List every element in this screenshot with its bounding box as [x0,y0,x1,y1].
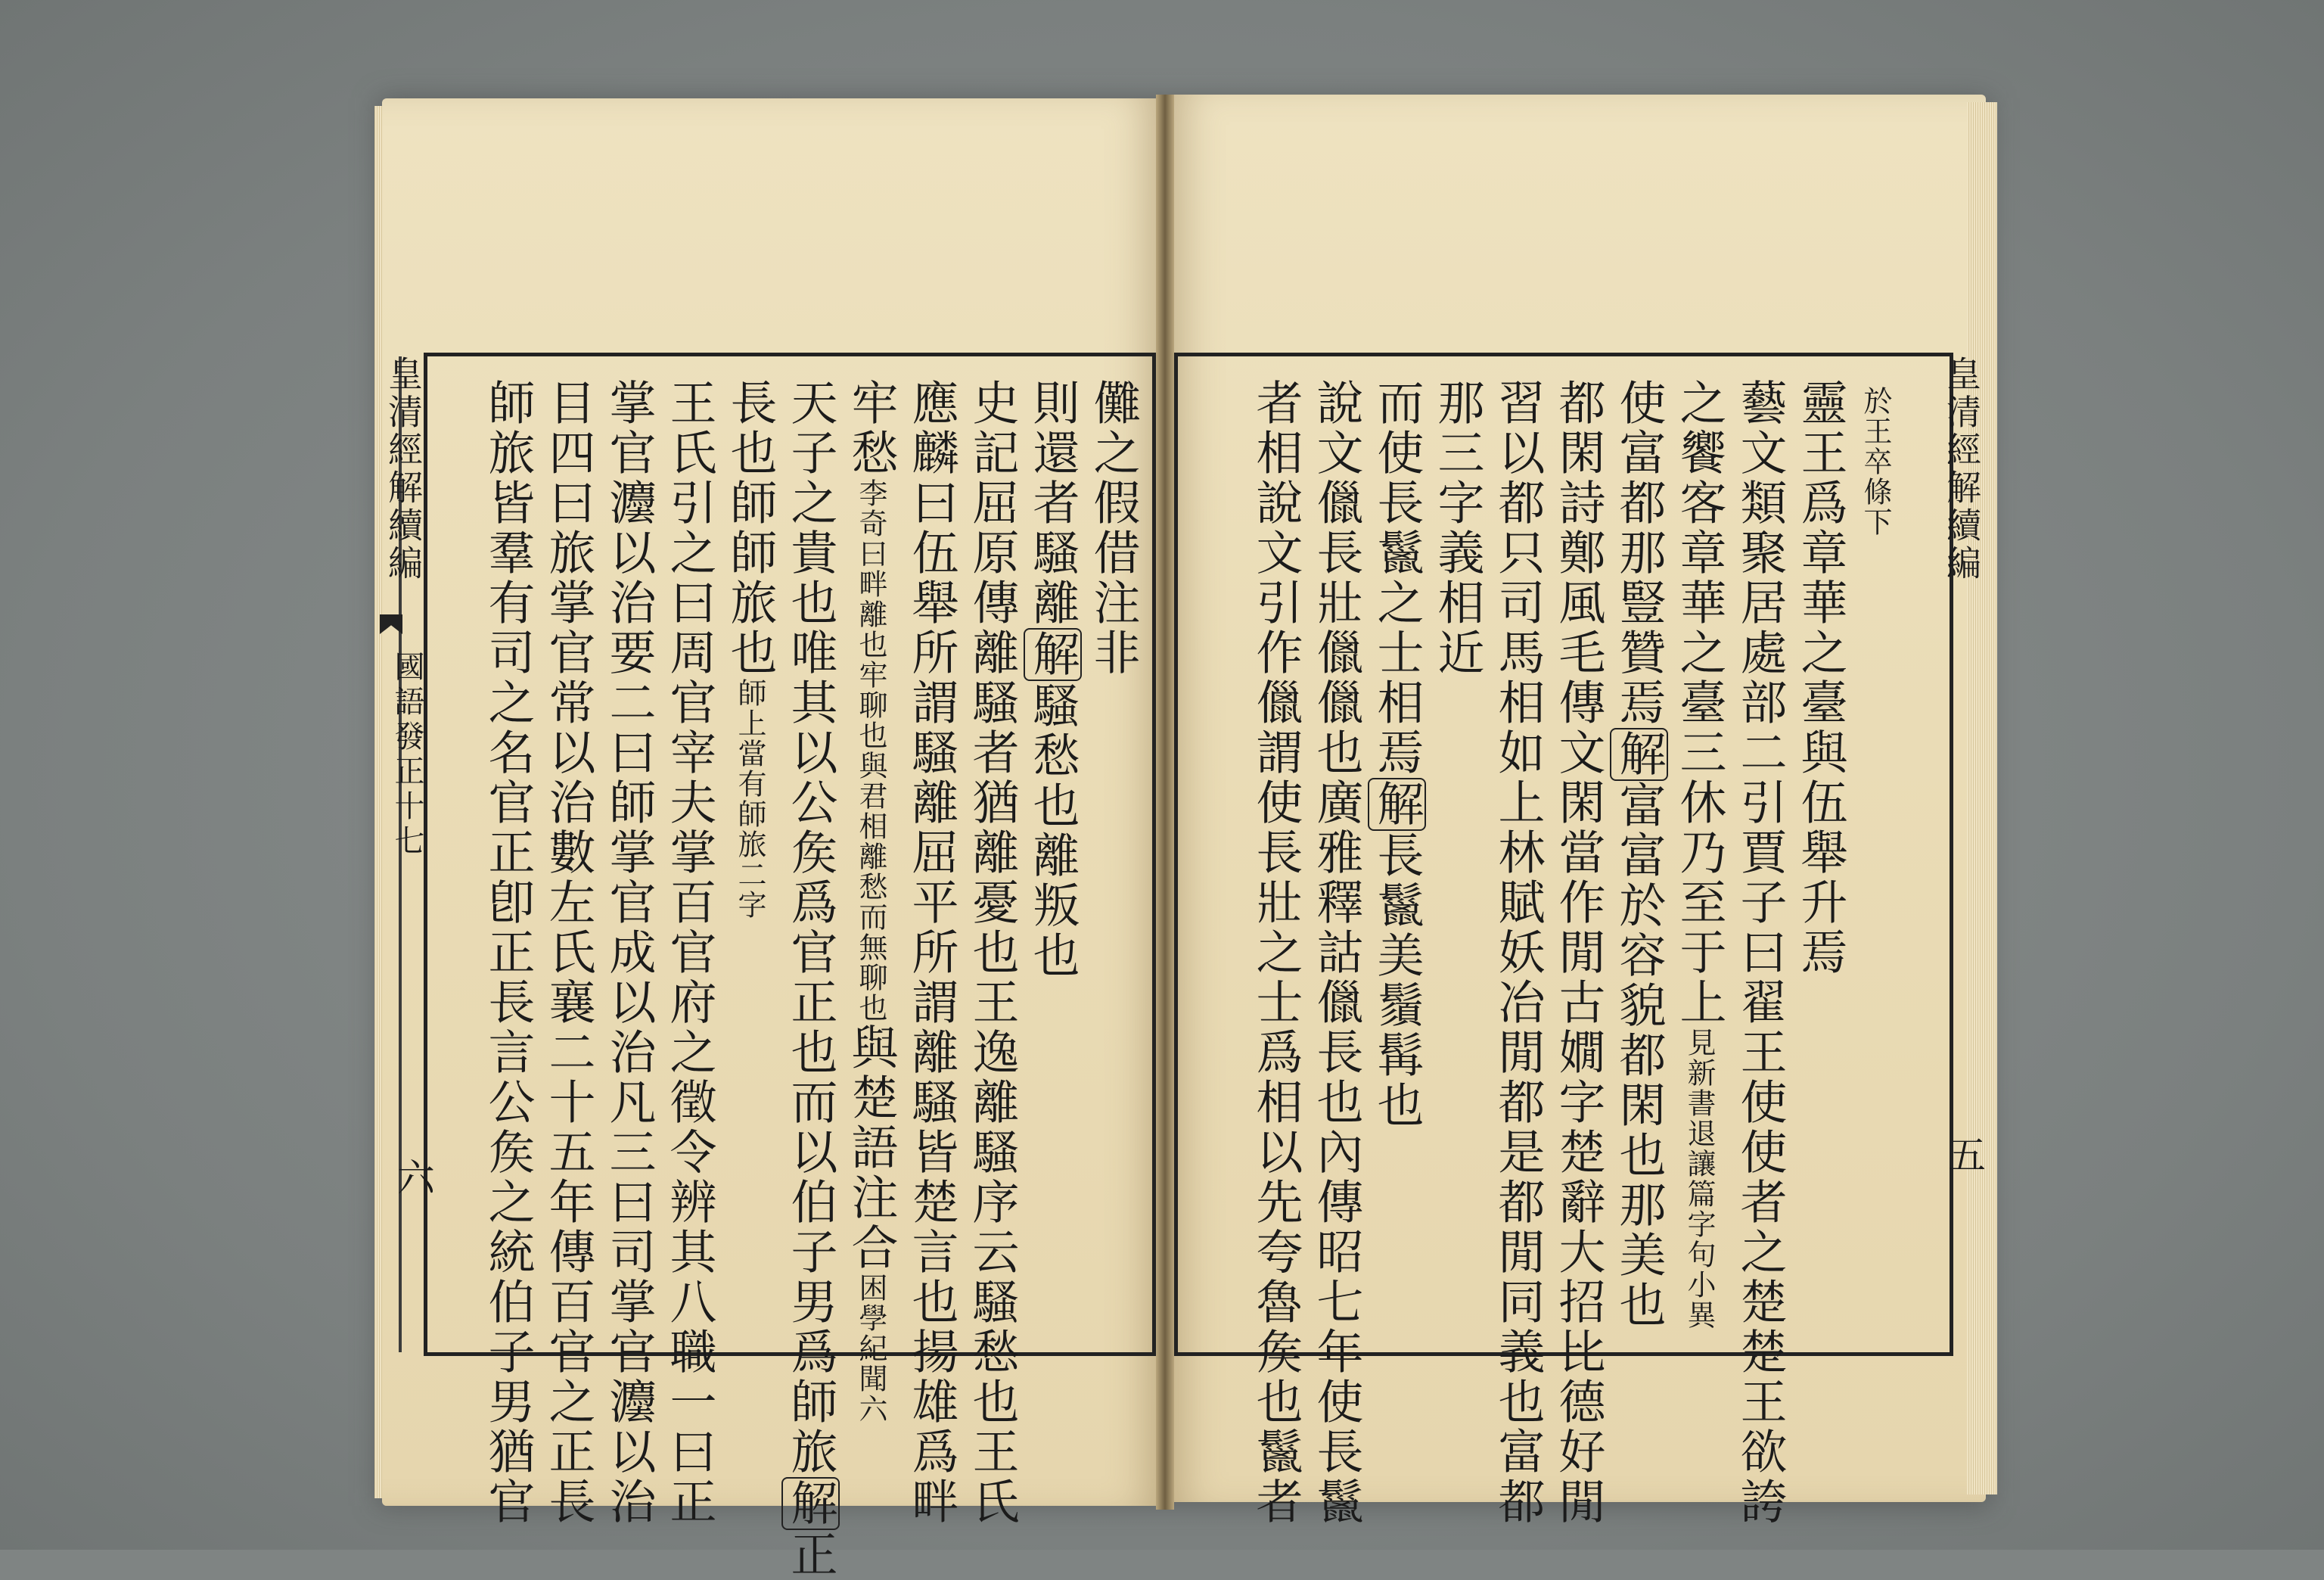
text: 史記屈原傳離騷者猶離憂也王逸離騷序云騷愁也王氏 [965,378,1020,1527]
text-continued: 長鬣美鬚髯也 [1369,831,1425,1131]
text: 目四曰旅掌官常以治數左氏襄二十五年傳百官之正長 [541,378,596,1527]
note: 見新書退讓篇字句小異 [1682,1028,1716,1330]
left-col-3 [965,378,1020,1527]
right-col-6 [1551,378,1606,1527]
left-col-6 [783,378,838,1580]
text: 之饗客章華之臺三休乃至于上 [1672,378,1727,1028]
left-col-7 [722,378,778,920]
text-continued: 正 [783,1530,838,1580]
annotation-mark: 解 [1025,630,1080,680]
text: 儺之假借注非 [1086,378,1141,678]
text: 王氏引之曰周官宰夫掌百官府之徵令辨其八職一曰正 [662,378,717,1527]
annotation-mark: 解 [1369,779,1425,829]
note: 於王卒條下 [1859,386,1892,537]
right-col-7 [1490,378,1546,1527]
text: 都閑詩鄭風毛傳文閑當作閒古嫺字楚辭大招比德好閒 [1551,378,1606,1527]
text: 者相說文引作儠謂使長壯之士爲相以先夸魯矦也鬣者 [1248,378,1303,1527]
book-gutter [1156,95,1174,1510]
right-col-11 [1248,378,1303,1527]
text: 藝文類聚居處部二引賈子曰翟王使使者之楚楚王欲誇 [1732,378,1788,1527]
left-col-8 [662,378,717,1527]
right-col-4 [1672,378,1727,1330]
right-folio-number: 五 [1942,1135,1986,1173]
left-folio-number: 六 [391,1158,435,1196]
text: 應麟曰伍舉所謂騷離屈平所謂離騷皆楚言也揚雄爲畔 [904,378,959,1527]
right-col-1 [1861,386,1890,537]
right-col-2 [1793,378,1848,978]
text: 天子之貴也唯其以公矦爲官正也而以伯子男爲師旅 [783,378,838,1477]
text: 靈王爲章華之臺與伍舉升焉 [1793,378,1848,978]
right-col-8 [1430,378,1485,678]
left-col-4 [904,378,959,1527]
note-2: 困學紀聞六 [854,1273,887,1424]
annotation-mark: 解 [1611,729,1667,779]
right-col-9 [1369,378,1425,1131]
text-continued: 騷愁也離叛也 [1025,681,1080,981]
text: 牢愁 [844,378,899,478]
left-col-1 [1086,378,1141,678]
text: 長也師師旅也 [722,378,778,678]
text: 則還者騷離 [1025,378,1080,628]
left-col-2 [1025,378,1080,981]
left-margin-title: 皇清經解續編 [383,356,424,583]
right-col-3 [1732,378,1788,1527]
text: 掌官灋以治要二曰師掌官成以治凡三曰司掌官灋以治 [601,378,657,1527]
text-continued: 與楚語注合 [844,1023,899,1273]
text: 使富都那豎贊焉 [1611,378,1667,728]
text: 習以都只司馬相如上林賦妖冶閒都是都閒同義也富都 [1490,378,1546,1527]
left-col-11 [480,378,536,1527]
left-col-5 [844,378,899,1424]
right-margin-title: 皇清經解續編 [1941,356,1982,583]
right-page-edges [1967,102,1997,1494]
note: 師上當有師旅二字 [733,678,766,920]
text: 說文儠長壯儠儠也廣雅釋詁儠長也內傳昭七年使長鬣 [1309,378,1364,1527]
left-col-10 [541,378,596,1527]
annotation-mark: 解 [783,1479,838,1529]
right-col-5 [1611,378,1667,1330]
right-col-10 [1309,378,1364,1527]
left-col-9 [601,378,657,1527]
note: 李奇曰畔離也牢聊也與君相離愁而無聊也 [854,478,887,1023]
text: 而使長鬣之士相焉 [1369,378,1425,778]
text-continued: 富富於容貌都閑也那美也 [1611,781,1667,1330]
left-margin-section: 國語發正十七 [390,651,424,860]
text: 師旅皆羣有司之名官正卽正長言公矦之統伯子男猶官 [480,378,536,1527]
text: 那三字義相近 [1430,378,1485,678]
